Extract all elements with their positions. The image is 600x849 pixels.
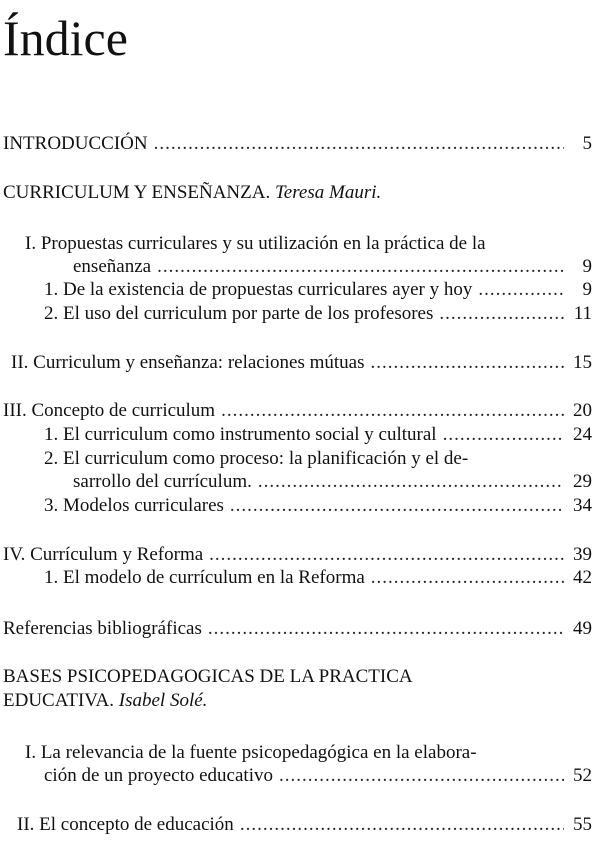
toc-entry-reforma[interactable]: [3, 543, 592, 567]
toc-entry-propuestas-line1[interactable]: I. Propuestas curriculares y su utilización en la práctica de la: [25, 233, 486, 254]
toc-label: II. El concepto de educación: [17, 814, 234, 835]
toc-page: 49: [573, 618, 592, 639]
toc-page: 11: [573, 303, 592, 324]
leader-dots: [221, 399, 564, 423]
leader-dots: [157, 255, 564, 279]
toc-page: 9: [582, 256, 592, 277]
section-author: Teresa Mauri.: [274, 182, 382, 203]
leader-dots: [371, 351, 565, 375]
toc-entry-relevancia[interactable]: [44, 764, 592, 788]
toc-label: 3. Modelos curriculares: [44, 495, 224, 516]
toc-page: 42: [573, 567, 592, 588]
page-title: Índice: [3, 10, 128, 66]
toc-entry-concepto-educacion[interactable]: [17, 813, 592, 837]
toc-label: enseñanza: [73, 256, 152, 277]
leader-dots: [279, 764, 564, 788]
toc-page: 55: [573, 814, 592, 835]
toc-page: 15: [573, 352, 592, 373]
toc-entry-propuestas[interactable]: [73, 255, 592, 279]
leader-dots: [154, 132, 564, 156]
toc-entry-proceso[interactable]: [73, 470, 592, 494]
toc-label: III. Concepto de curriculum: [3, 400, 216, 421]
leader-dots: [209, 543, 564, 567]
toc-entry-modelo-reforma[interactable]: [44, 566, 592, 590]
leader-dots: [230, 494, 564, 518]
toc-label: 1. El curriculum como instrumento social y cultural: [44, 424, 437, 445]
section-author: Isabel Solé.: [118, 690, 208, 711]
toc-label: II. Curriculum y enseñanza: relaciones mútuas: [11, 352, 365, 373]
toc-page: 29: [573, 471, 592, 492]
toc-label: ción de un proyecto educativo: [44, 765, 273, 786]
section-heading-curriculum: [3, 181, 381, 205]
toc-page: 20: [573, 400, 592, 421]
section-title: EDUCATIVA.: [3, 690, 115, 711]
toc-entry-instrumento[interactable]: [44, 423, 592, 447]
toc-label: sarrollo del currículum.: [73, 471, 252, 492]
toc-page: 9: [582, 279, 592, 300]
toc-label: 1. De la existencia de propuestas curriculares ayer y hoy: [44, 279, 473, 300]
leader-dots: [371, 566, 564, 590]
toc-entry-uso-curriculum[interactable]: [44, 302, 592, 326]
toc-label: 2. El uso del curriculum por parte de los profesores: [44, 303, 434, 324]
toc-entry-curriculum-ensenanza[interactable]: [11, 351, 592, 375]
toc-page: 39: [573, 544, 592, 565]
toc-entry-proceso-line1[interactable]: 2. El curriculum como proceso: la planificación y el de-: [44, 448, 469, 469]
leader-dots: [258, 470, 564, 494]
section-heading-bases: [3, 689, 207, 713]
toc-entry-relevancia-line1[interactable]: I. La relevancia de la fuente psicopedagógica en la elabora-: [25, 742, 477, 763]
toc-entry-existencia[interactable]: [44, 278, 592, 302]
toc-page: 24: [573, 424, 592, 445]
toc-label: Referencias bibliográficas: [3, 618, 202, 639]
section-title: CURRICULUM Y ENSEÑANZA.: [3, 182, 271, 203]
toc-entry-introduccion[interactable]: [3, 132, 592, 156]
toc-label: INTRODUCCIÓN: [3, 133, 148, 154]
leader-dots: [478, 278, 564, 302]
toc-label: 1. El modelo de currículum en la Reforma: [44, 567, 365, 588]
leader-dots: [240, 813, 564, 837]
toc-page: 52: [573, 765, 592, 786]
section-heading-bases-line1: BASES PSICOPEDAGOGICAS DE LA PRACTICA: [3, 666, 413, 687]
leader-dots: [208, 617, 564, 641]
toc-entry-referencias[interactable]: [3, 617, 592, 641]
toc-label: IV. Currículum y Reforma: [3, 544, 204, 565]
toc-page: 5: [582, 133, 592, 154]
leader-dots: [443, 423, 564, 447]
toc-entry-modelos[interactable]: [44, 494, 592, 518]
leader-dots: [439, 302, 564, 326]
toc-entry-concepto[interactable]: [3, 399, 592, 423]
toc-page: 34: [573, 495, 592, 516]
